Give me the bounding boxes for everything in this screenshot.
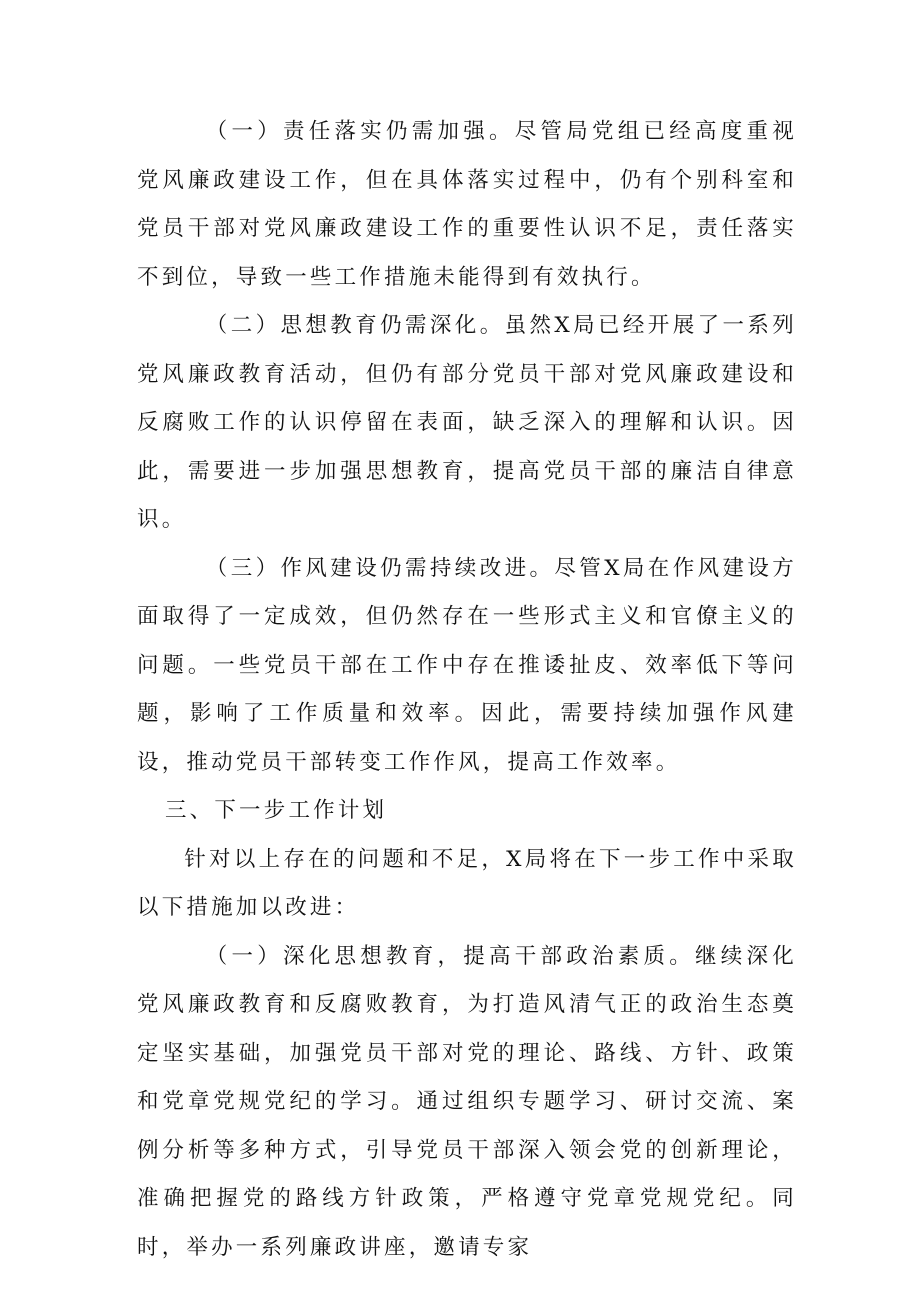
- paragraph-deepen-education: （一）深化思想教育，提高干部政治素质。继续深化党风廉政教育和反腐败教育，为打造风清气正的政治生态奠定坚实基础，加强党员干部对党的理论、路线、方针、政策和党章党规党纪的学习。通过组织专题学习、研讨交流、案例分析等多种方式，引导党员干部深入领会党的创新理论，准确把握党的路线方针政策，严格遵守党章党规党纪。同时，举办一系列廉政讲座，邀请专家: [137, 943, 797, 1260]
- paragraph-responsibility: （一）责任落实仍需加强。尽管局党组已经高度重视党风廉政建设工作，但在具体落实过程中，仍有个别科室和党员干部对党风廉政建设工作的重要性认识不足，责任落实不到位，导致一些工作措施未能得到有效执行。: [137, 119, 797, 290]
- paragraph-work-style: （三）作风建设仍需持续改进。尽管X局在作风建设方面取得了一定成效，但仍然存在一些形式主义和官僚主义的问题。一些党员干部在工作中存在推诿扯皮、效率低下等问题，影响了工作质量和效率。因此，需要持续加强作风建设，推动党员干部转变工作作风，提高工作效率。: [137, 555, 797, 775]
- document-body: [137, 108, 797, 1272]
- paragraph-ideological-education: （二）思想教育仍需深化。虽然X局已经开展了一系列党风廉政教育活动，但仍有部分党员干部对党风廉政建设和反腐败工作的认识停留在表面，缺乏深入的理解和认识。因此，需要进一步加强思想教育，提高党员干部的廉洁自律意识。: [137, 313, 797, 532]
- section-heading-next-steps: 三、下一步工作计划: [164, 798, 388, 823]
- paragraph-intro-measures: 针对以上存在的问题和不足，X局将在下一步工作中采取以下措施加以改进：: [137, 846, 797, 920]
